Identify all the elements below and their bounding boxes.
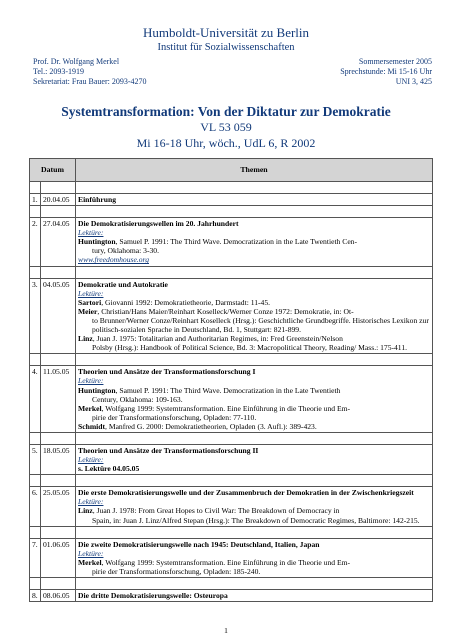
session-date: 11.05.05 (41, 366, 76, 433)
reference-author: Merkel (78, 403, 102, 413)
session-topic: Die zweite Demokratisierungswelle nach 1945: Deutschland, Italien, Japan (78, 539, 320, 549)
spacer-cell (30, 354, 41, 366)
spacer-cell (41, 432, 76, 444)
session-topic: Die erste Demokratisierungswelle und der Zusammenbruch der Demokratien in der Zwischenkriegszeit (78, 488, 414, 498)
reference-text: , Wolfgang 1999: Systemtransformation. Eine Einführung in die Theorie und Em- (101, 557, 351, 567)
spacer-row (30, 475, 433, 487)
reference-author: Huntington (78, 237, 116, 247)
reading-reference (78, 307, 430, 316)
reference-author: Merkel (78, 557, 102, 567)
reading-reference (78, 464, 430, 473)
institute-name: Institut für Sozialwissenschaften (157, 42, 295, 53)
session-content (76, 194, 433, 206)
session-content (76, 278, 433, 354)
session-number: 3. (30, 278, 41, 354)
session-number: 6. (30, 487, 41, 526)
reading-label: Lektüre: (78, 228, 104, 238)
session-date: 08.06.05 (41, 590, 76, 602)
reading-label: Lektüre: (78, 455, 104, 465)
spacer-cell (41, 206, 76, 218)
reading-reference (78, 404, 430, 413)
table-row (30, 366, 433, 433)
spacer-row (30, 526, 433, 538)
spacer-cell (41, 182, 76, 194)
session-date: 25.05.05 (41, 487, 76, 526)
schedule-body (30, 182, 433, 602)
course-schedule: Mi 16-18 Uhr, wöch., UdL 6, R 2002 (136, 136, 316, 150)
table-header-row (30, 159, 433, 182)
reference-continuation: tury, Oklahoma: 3-30. (92, 246, 159, 256)
spacer-cell (41, 526, 76, 538)
session-content (76, 444, 433, 474)
office-hours: Sprechstunde: Mi 15-16 Uhr (340, 67, 432, 76)
table-row (30, 194, 433, 206)
reference-author: Sartori (78, 297, 102, 307)
reference-author: Meier (78, 306, 98, 316)
reading-label: Lektüre: (78, 548, 104, 558)
page-number: 1 (224, 626, 228, 635)
session-topic: Die Demokratisierungswellen im 20. Jahrhundert (78, 219, 239, 229)
reference-continuation: pirie der Transformationsforschung, Opladen: 185-240. (92, 566, 261, 576)
spacer-row (30, 182, 433, 194)
session-date: 01.06.05 (41, 538, 76, 577)
spacer-cell (41, 578, 76, 590)
web-link[interactable]: www.freedomhouse.org (78, 255, 150, 265)
session-topic: Demokratie und Autokratie (78, 279, 168, 289)
reading-reference (78, 298, 430, 307)
reading-reference (78, 422, 430, 431)
reading-reference (78, 506, 430, 515)
spacer-cell (76, 432, 433, 444)
spacer-row (30, 578, 433, 590)
reference-continuation: Spain, in: Juan J. Linz/Alfred Stepan (Hrsg.): The Breakdown of Democratic Regimes, Baltimore: 142-215. (92, 515, 420, 525)
reference-author: s. Lektüre 04.05.05 (78, 464, 140, 474)
reading-label: Lektüre: (78, 288, 104, 298)
reference-text: , Manfred G. 2000: Demokratietheorien, Opladen (3. Aufl.): 389-423. (105, 421, 317, 431)
university-name: Humboldt-Universität zu Berlin (142, 25, 310, 40)
spacer-cell (30, 206, 41, 218)
reference-author: Linz (78, 506, 93, 516)
table-row (30, 487, 433, 526)
table-row (30, 218, 433, 266)
session-date: 18.05.05 (41, 444, 76, 474)
professor-name: Prof. Dr. Wolfgang Merkel (33, 57, 120, 66)
spacer-row (30, 206, 433, 218)
reference-text: , Samuel P. 1991: The Third Wave. Democratization in the Late Twentieth (115, 385, 341, 395)
session-number: 2. (30, 218, 41, 266)
spacer-cell (41, 475, 76, 487)
reference-continuation: Polsby (Hrsg.): Handbook of Political Science, Bd. 3: Macropolitical Theory, Reading/ Mass.: 175-411. (92, 343, 408, 353)
reference-continuation: to Brunner/Werner Conze/Reinhart Koselleck (Hrsg.): Geschichtliche Grundbegriffe. Historisches Lexikon zur politisch-sozialen Sprache in Deutschland, Bd. 1, Stuttgart: 821-899. (92, 315, 429, 335)
reading-reference (78, 558, 430, 567)
room: UNI 3, 425 (395, 77, 432, 86)
spacer-cell (30, 526, 41, 538)
reference-text: , Juan J. 1978: From Great Hopes to Civil War: The Breakdown of Democracy in (92, 506, 340, 516)
reading-reference (78, 334, 430, 343)
reference-continuation: pirie der Transformationsforschung, Opladen: 77-110. (92, 412, 257, 422)
reference-text: , Wolfgang 1999: Systemtransformation. Eine Einführung in die Theorie und Em- (101, 403, 351, 413)
reading-label: Lektüre: (78, 376, 104, 386)
spacer-cell (30, 266, 41, 278)
spacer-cell (30, 182, 41, 194)
spacer-cell (41, 266, 76, 278)
session-number: 1. (30, 194, 41, 206)
spacer-cell (41, 354, 76, 366)
spacer-cell (76, 206, 433, 218)
phone: Tel.: 2093-1919 (33, 67, 84, 76)
session-date: 04.05.05 (41, 278, 76, 354)
spacer-cell (76, 526, 433, 538)
spacer-cell (30, 432, 41, 444)
session-date: 27.04.05 (41, 218, 76, 266)
secretariat: Sekretariat: Frau Bauer: 2093-4270 (33, 77, 147, 86)
session-number: 8. (30, 590, 41, 602)
header-date: Datum (30, 159, 76, 182)
spacer-cell (76, 266, 433, 278)
schedule-table (29, 158, 433, 602)
reading-reference (78, 386, 430, 395)
reference-text: , Christian/Hans Maier/Reinhart Koselleck/Werner Conze 1972: Demokratie, in: Ot- (97, 306, 354, 316)
session-number: 5. (30, 444, 41, 474)
spacer-row (30, 266, 433, 278)
table-row (30, 590, 433, 602)
header-topics: Themen (76, 159, 433, 182)
semester: Sommersemester 2005 (358, 57, 432, 66)
spacer-cell (30, 475, 41, 487)
course-number: VL 53 059 (200, 120, 252, 134)
reference-text: , Giovanni 1992: Demokratietheorie, Darmstadt: 11-45. (101, 297, 271, 307)
session-number: 4. (30, 366, 41, 433)
spacer-cell (76, 475, 433, 487)
table-row (30, 538, 433, 577)
reference-continuation: Century, Oklahoma: 109-163. (92, 394, 183, 404)
reading-label: Lektüre: (78, 497, 104, 507)
session-content (76, 366, 433, 433)
reference-author: Schmidt (78, 421, 106, 431)
spacer-row (30, 432, 433, 444)
session-topic: Die dritte Demokratisierungswelle: Osteuropa (78, 591, 228, 600)
session-content (76, 590, 433, 602)
session-content (76, 487, 433, 526)
spacer-cell (76, 354, 433, 366)
session-number: 7. (30, 538, 41, 577)
spacer-cell (30, 578, 41, 590)
spacer-cell (76, 182, 433, 194)
session-content (76, 538, 433, 577)
table-row (30, 444, 433, 474)
reference-text: , Juan J. 1975: Totalitarian and Authoritarian Regimes, in: Fred Greenstein/Nelson (92, 334, 343, 344)
course-title: Systemtransformation: Von der Diktatur zur Demokratie (61, 104, 391, 119)
reference-author: Huntington (78, 385, 116, 395)
session-date: 20.04.05 (41, 194, 76, 206)
reference-author: Linz (78, 334, 93, 344)
reference-text: , Samuel P. 1991: The Third Wave. Democratization in the Late Twentieth Cen- (115, 237, 358, 247)
table-row (30, 278, 433, 354)
session-topic: Einführung (78, 195, 116, 204)
session-topic: Theorien und Ansätze der Transformationsforschung I (78, 367, 256, 377)
reading-reference (78, 237, 430, 246)
spacer-cell (76, 578, 433, 590)
session-content (76, 218, 433, 266)
spacer-row (30, 354, 433, 366)
session-topic: Theorien und Ansätze der Transformationsforschung II (78, 445, 259, 455)
